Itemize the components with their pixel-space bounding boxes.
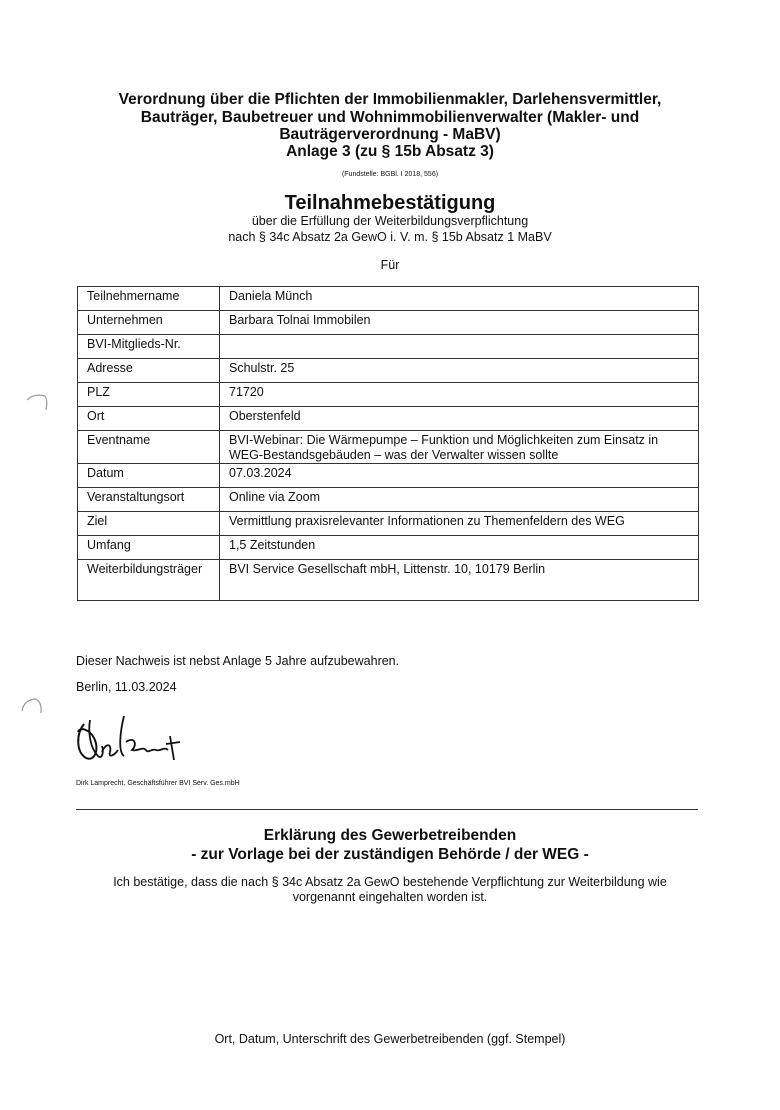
row-value: Daniela Münch [220,287,699,311]
table-row [78,383,699,407]
row-label: Adresse [78,359,220,383]
table-row [78,464,699,488]
place-date: Berlin, 11.03.2024 [76,680,177,694]
table-row [78,560,699,601]
regulation-title-line-3: Bauträgerverordnung - MaBV) [279,126,501,143]
table-row [78,536,699,560]
row-value: Schulstr. 25 [220,359,699,383]
table-row [78,431,699,464]
row-label: Unternehmen [78,311,220,335]
table-row [78,335,699,359]
declaration-subtitle: - zur Vorlage bei der zuständigen Behörde / der WEG - [191,846,589,863]
row-value: 71720 [220,383,699,407]
table-row [78,488,699,512]
row-label: Umfang [78,536,220,560]
table-row [78,311,699,335]
signature-line-caption: Ort, Datum, Unterschrift des Gewerbetreibenden (ggf. Stempel) [214,1032,566,1046]
row-value: Barbara Tolnai Immobilen [220,311,699,335]
row-label: Weiterbildungsträger [78,560,220,601]
declaration-title: Erklärung des Gewerbetreibenden [263,827,517,844]
punch-hole-mark-bottom [18,697,44,721]
row-label: Eventname [78,431,220,464]
row-label: Teilnehmername [78,287,220,311]
row-value: BVI-Webinar: Die Wärmepumpe – Funktion und Möglichkeiten zum Einsatz in WEG-Bestandsgebäuden – was der Verwalter wissen sollte [220,431,699,464]
for-label: Für [380,258,400,272]
row-label: PLZ [78,383,220,407]
punch-hole-mark-top [24,392,50,416]
row-value: 07.03.2024 [220,464,699,488]
declaration-text-1: Ich bestätige, dass die nach § 34c Absatz 2a GewO bestehende Verpflichtung zur Weiterbildung wie [113,875,667,889]
row-label: Ort [78,407,220,431]
table-row [78,359,699,383]
table-row [78,512,699,536]
regulation-source: (Fundstelle: BGBl. I 2018, 556) [341,171,439,178]
details-table [77,286,699,601]
table-row [78,407,699,431]
row-value: Vermittlung praxisrelevanter Informationen zu Themenfeldern des WEG [220,512,699,536]
section-divider [76,809,698,810]
regulation-title-line-1: Verordnung über die Pflichten der Immobilienmakler, Darlehensvermittler, [118,91,662,108]
row-value: 1,5 Zeitstunden [220,536,699,560]
table-row [78,287,699,311]
declaration-text-2: vorgenannt eingehalten worden ist. [292,890,488,904]
signer-name: Dirk Lamprecht, Geschäftsführer BVI Serv. Ges.mbH [76,780,240,787]
certificate-subtitle-2: nach § 34c Absatz 2a GewO i. V. m. § 15b Absatz 1 MaBV [228,230,552,244]
regulation-title-line-2: Bauträger, Baubetreuer und Wohnimmobilienverwalter (Makler- und [140,109,640,126]
row-label: Veranstaltungsort [78,488,220,512]
row-value: BVI Service Gesellschaft mbH, Littenstr. 10, 10179 Berlin [220,560,699,601]
certificate-subtitle-1: über die Erfüllung der Weiterbildungsverpflichtung [251,214,529,228]
row-label: Ziel [78,512,220,536]
certificate-title: Teilnahmebestätigung [284,192,496,214]
row-label: Datum [78,464,220,488]
regulation-annex: Anlage 3 (zu § 15b Absatz 3) [286,143,494,160]
row-value: Online via Zoom [220,488,699,512]
row-value [220,335,699,359]
handwritten-signature [72,712,187,772]
row-value: Oberstenfeld [220,407,699,431]
retention-note: Dieser Nachweis ist nebst Anlage 5 Jahre aufzubewahren. [76,654,400,668]
row-label: BVI-Mitglieds-Nr. [78,335,220,359]
